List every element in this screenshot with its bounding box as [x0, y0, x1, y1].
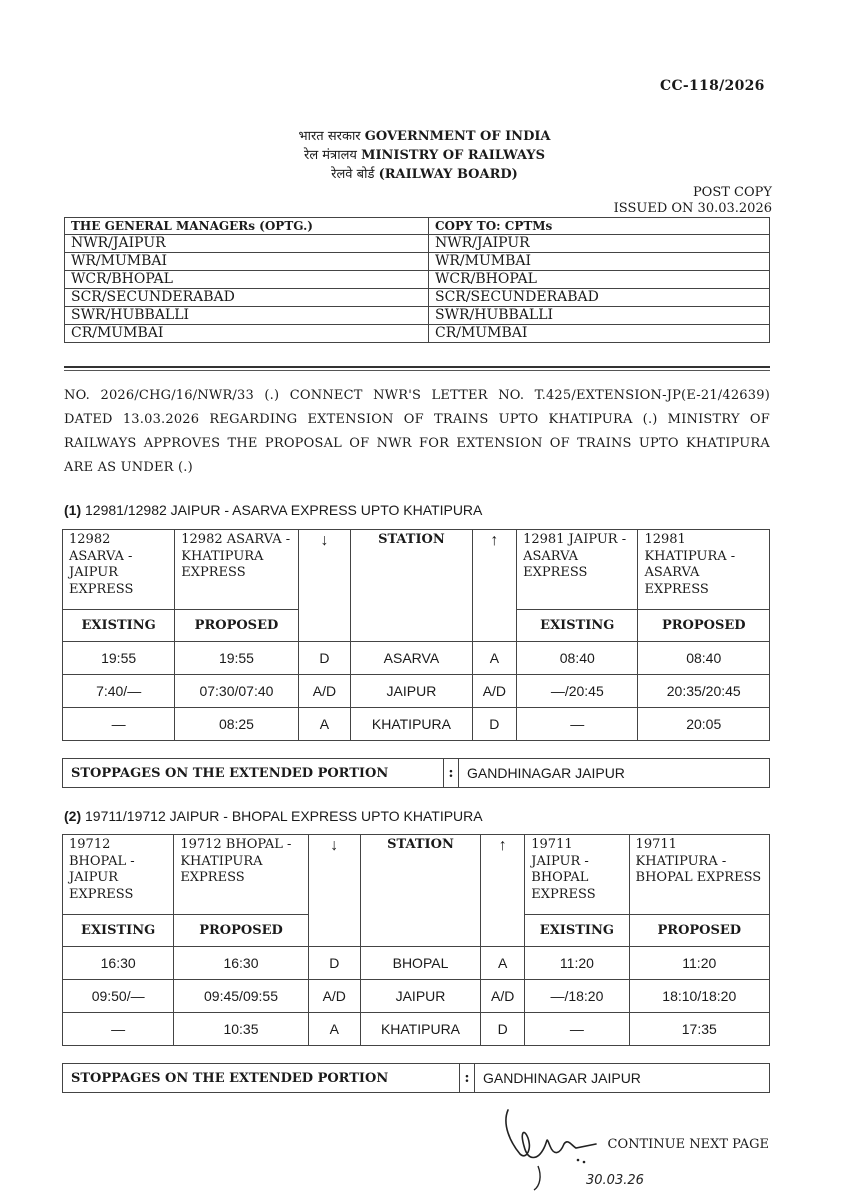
existing-header: EXISTING	[63, 915, 174, 947]
time-cell: 18:10/18:20	[629, 980, 769, 1013]
train-name-cell: 19711 KHATIPURA - BHOPAL EXPRESS	[629, 835, 769, 915]
station-header: STATION	[360, 835, 480, 947]
arr-dep-cell: A	[308, 1013, 360, 1046]
station-cell: ASARVA	[351, 642, 472, 675]
time-cell: 10:35	[174, 1013, 308, 1046]
time-cell: 16:30	[174, 947, 308, 980]
issued-on-date: ISSUED ON 30.03.2026	[613, 201, 772, 216]
addressee-gm: SCR/SECUNDERABAD	[65, 289, 429, 307]
proposed-header: PROPOSED	[174, 915, 308, 947]
time-cell: 19:55	[175, 642, 298, 675]
timetable-row	[63, 642, 770, 675]
time-cell: —/18:20	[525, 980, 629, 1013]
proposed-header: PROPOSED	[629, 915, 769, 947]
arr-dep-cell: A/D	[308, 980, 360, 1013]
header-line-2	[0, 147, 849, 165]
addressee-cptm: CR/MUMBAI	[429, 325, 770, 343]
stoppages-value: GANDHINAGAR JAIPUR	[475, 1064, 770, 1093]
addressee-gm: WR/MUMBAI	[65, 253, 429, 271]
arr-dep-cell: A	[298, 708, 351, 741]
time-cell: 08:40	[517, 642, 638, 675]
header-line-3-english: (RAILWAY BOARD)	[378, 167, 518, 182]
time-cell: 08:25	[175, 708, 298, 741]
existing-header: EXISTING	[63, 610, 175, 642]
header-line-2-hindi: रेल मंत्रालय	[304, 148, 357, 163]
addressee-gm: SWR/HUBBALLI	[65, 307, 429, 325]
addressee-cptm: SWR/HUBBALLI	[429, 307, 770, 325]
time-cell: 16:30	[63, 947, 174, 980]
timetable-header-row	[63, 530, 770, 610]
header-line-2-english: MINISTRY OF RAILWAYS	[361, 148, 545, 163]
arr-dep-cell: A	[472, 642, 517, 675]
section-1-title	[64, 502, 482, 518]
train-name-cell: 12981 KHATIPURA - ASARVA EXPRESS	[638, 530, 770, 610]
separator-rule	[64, 366, 770, 368]
addressee-cptm: WR/MUMBAI	[429, 253, 770, 271]
stoppages-label: STOPPAGES ON THE EXTENDED PORTION	[63, 759, 444, 788]
time-cell: 7:40/—	[63, 675, 175, 708]
station-cell: JAIPUR	[351, 675, 472, 708]
header-line-1-english: GOVERNMENT OF INDIA	[364, 129, 551, 144]
section-1-title-text: 12981/12982 JAIPUR - ASARVA EXPRESS UPTO KHATIPURA	[85, 502, 483, 518]
addressee-gm: NWR/JAIPUR	[65, 235, 429, 253]
addressee-header-row	[65, 218, 770, 235]
stoppages-box-2	[62, 1063, 770, 1093]
timetable-2	[62, 834, 770, 1046]
timetable-header-row	[63, 835, 770, 915]
header-line-1-hindi: भारत सरकार	[298, 129, 361, 144]
general-managers-header: THE GENERAL MANAGERs (OPTG.)	[65, 218, 429, 235]
addressee-gm: WCR/BHOPAL	[65, 271, 429, 289]
addressee-cptm: NWR/JAIPUR	[429, 235, 770, 253]
arr-dep-cell: A	[481, 947, 525, 980]
train-name-cell: 12981 JAIPUR - ASARVA EXPRESS	[517, 530, 638, 610]
addressee-row	[65, 307, 770, 325]
up-arrow-icon: ↑	[472, 530, 517, 642]
timetable-1	[62, 529, 770, 741]
train-name-cell: 12982 ASARVA - KHATIPURA EXPRESS	[175, 530, 298, 610]
time-cell: —/20:45	[517, 675, 638, 708]
addressee-gm: CR/MUMBAI	[65, 325, 429, 343]
signature-date: 30.03.26	[586, 1173, 644, 1188]
stoppages-box-1	[62, 758, 770, 788]
section-2-title-text: 19711/19712 JAIPUR - BHOPAL EXPRESS UPTO KHATIPURA	[85, 808, 483, 824]
section-2-title	[64, 808, 483, 824]
separator-rule-thin	[64, 370, 770, 371]
proposed-header: PROPOSED	[175, 610, 298, 642]
arr-dep-cell: D	[308, 947, 360, 980]
existing-header: EXISTING	[525, 915, 629, 947]
train-name-cell: 19712 BHOPAL - JAIPUR EXPRESS	[63, 835, 174, 915]
copy-to-header: COPY TO: CPTMs	[429, 218, 770, 235]
section-1-number: (1)	[64, 502, 82, 518]
addressee-table	[64, 217, 770, 343]
time-cell: 17:35	[629, 1013, 769, 1046]
time-cell: —	[517, 708, 638, 741]
header-line-3-hindi: रेलवे बोर्ड	[331, 167, 375, 182]
train-name-cell: 19712 BHOPAL - KHATIPURA EXPRESS	[174, 835, 308, 915]
arr-dep-cell: D	[472, 708, 517, 741]
train-name-cell: 19711 JAIPUR - BHOPAL EXPRESS	[525, 835, 629, 915]
arr-dep-cell: D	[481, 1013, 525, 1046]
time-cell: 11:20	[525, 947, 629, 980]
post-copy-label: POST COPY	[692, 185, 772, 200]
proposed-header: PROPOSED	[638, 610, 770, 642]
station-cell: KHATIPURA	[351, 708, 472, 741]
addressee-row	[65, 289, 770, 307]
stoppages-colon: :	[444, 759, 459, 788]
header-line-3	[0, 166, 849, 184]
time-cell: 09:45/09:55	[174, 980, 308, 1013]
arr-dep-cell: D	[298, 642, 351, 675]
time-cell: 11:20	[629, 947, 769, 980]
time-cell: 09:50/—	[63, 980, 174, 1013]
reference-number: CC-118/2026	[660, 78, 765, 94]
addressee-row	[65, 271, 770, 289]
addressee-row	[65, 253, 770, 271]
timetable-row	[63, 675, 770, 708]
arr-dep-cell: A/D	[481, 980, 525, 1013]
continue-next-page: CONTINUE NEXT PAGE	[607, 1137, 769, 1152]
timetable-row	[63, 980, 770, 1013]
time-cell: —	[63, 708, 175, 741]
stoppages-value: GANDHINAGAR JAIPUR	[459, 759, 770, 788]
addressee-cptm: SCR/SECUNDERABAD	[429, 289, 770, 307]
time-cell: 08:40	[638, 642, 770, 675]
section-2-number: (2)	[64, 808, 82, 824]
arr-dep-cell: A/D	[472, 675, 517, 708]
down-arrow-icon: ↓	[298, 530, 351, 642]
timetable-row	[63, 947, 770, 980]
station-header: STATION	[351, 530, 472, 642]
station-cell: KHATIPURA	[360, 1013, 480, 1046]
time-cell: —	[525, 1013, 629, 1046]
time-cell: 20:05	[638, 708, 770, 741]
time-cell: —	[63, 1013, 174, 1046]
arr-dep-cell: A/D	[298, 675, 351, 708]
down-arrow-icon: ↓	[308, 835, 360, 947]
timetable-row	[63, 1013, 770, 1046]
addressee-cptm: WCR/BHOPAL	[429, 271, 770, 289]
existing-header: EXISTING	[517, 610, 638, 642]
stoppages-colon: :	[460, 1064, 475, 1093]
message-body: NO. 2026/CHG/16/NWR/33 (.) CONNECT NWR'S LETTER NO. T.425/EXTENSION-JP(E-21/42639) DATED 13.03.2026 REGARDING EXTENSION OF TRAINS UPTO KHATIPURA (.) MINISTRY OF RAILWAYS APPROVES THE PROPOSAL OF NWR FOR EXTENSION OF TRAINS UPTO KHATIPURA ARE AS UNDER (.)	[64, 388, 770, 475]
header-line-1	[0, 128, 849, 146]
station-cell: JAIPUR	[360, 980, 480, 1013]
addressee-row	[65, 235, 770, 253]
station-cell: BHOPAL	[360, 947, 480, 980]
stoppages-label: STOPPAGES ON THE EXTENDED PORTION	[63, 1064, 460, 1093]
addressee-row	[65, 325, 770, 343]
time-cell: 07:30/07:40	[175, 675, 298, 708]
time-cell: 19:55	[63, 642, 175, 675]
train-name-cell: 12982 ASARVA - JAIPUR EXPRESS	[63, 530, 175, 610]
timetable-row	[63, 708, 770, 741]
up-arrow-icon: ↑	[481, 835, 525, 947]
time-cell: 20:35/20:45	[638, 675, 770, 708]
